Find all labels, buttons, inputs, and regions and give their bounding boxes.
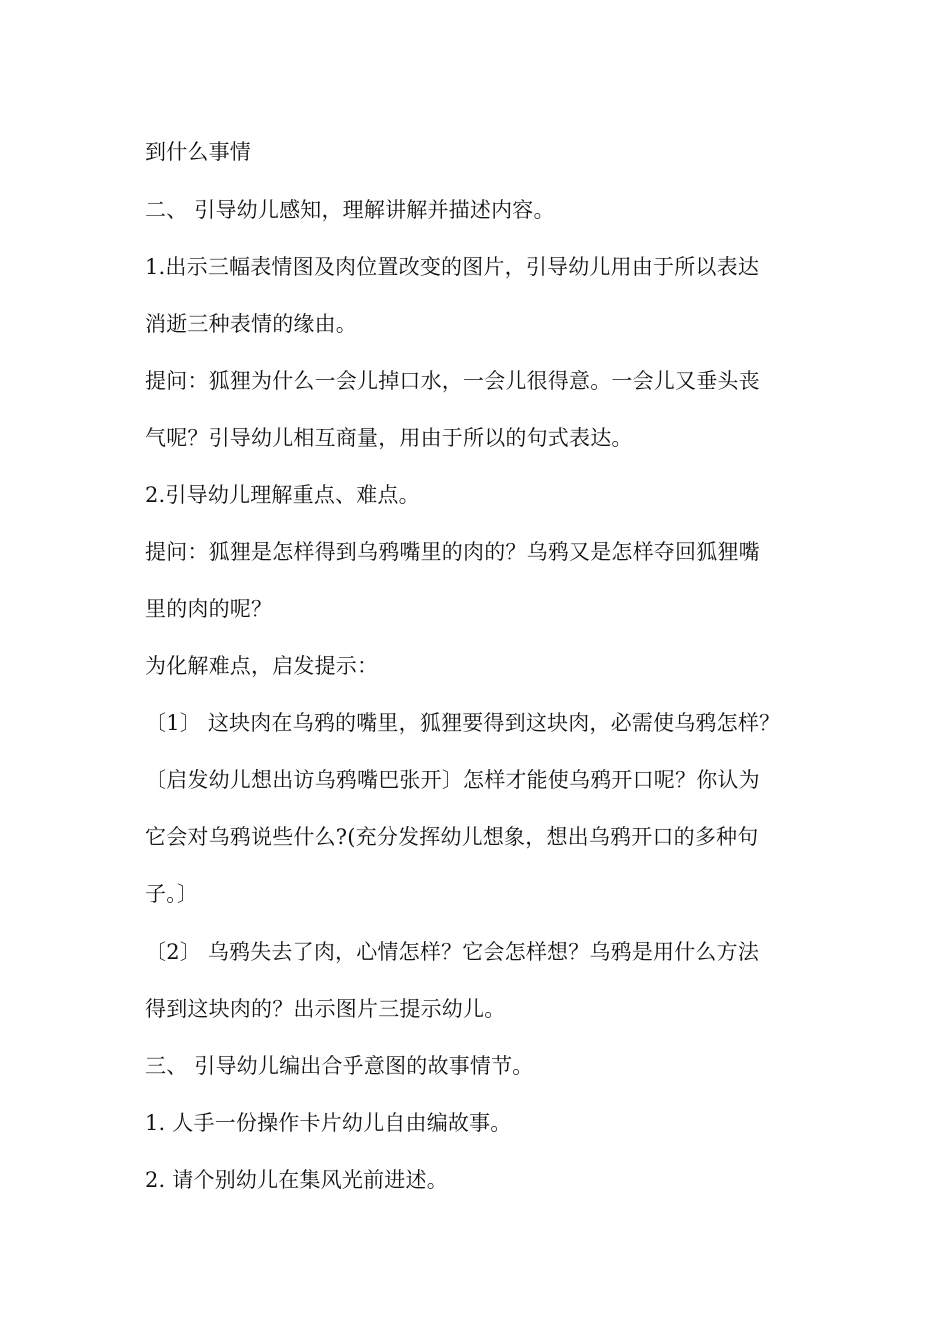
text-line: 〔2〕 乌鸦失去了肉，心情怎样？它会怎样想？乌鸦是用什么方法 (145, 940, 760, 964)
text-line: 里的肉的呢？ (145, 597, 273, 621)
text-line: 2. 请个别幼儿在集风光前进述。 (145, 1168, 448, 1192)
section-heading: 三、 引导幼儿编出合乎意图的故事情节。 (145, 1054, 534, 1078)
text-line: 2.引导幼儿理解重点、难点。 (145, 483, 420, 507)
text-line: 1.出示三幅表情图及肉位置改变的图片，引导幼儿用由于所以表达 (145, 255, 760, 279)
text-line: 它会对乌鸦说些什么?(充分发挥幼儿想象，想出乌鸦开口的多种句 (145, 825, 759, 849)
text-line: 提问：狐狸为什么一会儿掉口水，一会儿很得意。一会儿又垂头丧 (145, 369, 760, 393)
text-line: 气呢？引导幼儿相互商量，用由于所以的句式表达。 (145, 426, 633, 450)
text-line: 1. 人手一份操作卡片幼儿自由编故事。 (145, 1111, 512, 1135)
text-line: 得到这块肉的？出示图片三提示幼儿。 (145, 997, 506, 1021)
text-line: 为化解难点，启发提示： (145, 654, 379, 678)
text-line: 子。〕 (145, 882, 199, 906)
section-heading: 二、 引导幼儿感知，理解讲解并描述内容。 (145, 198, 555, 222)
text-line: 提问：狐狸是怎样得到乌鸦嘴里的肉的？乌鸦又是怎样夺回狐狸嘴 (145, 540, 760, 564)
text-line: 〔1〕 这块肉在乌鸦的嘴里，狐狸要得到这块肉，必需使乌鸦怎样？ (145, 711, 781, 735)
text-line: 到什么事情 (145, 140, 251, 164)
text-line: 消逝三种表情的缘由。 (145, 312, 357, 336)
text-line: 〔启发幼儿想出访乌鸦嘴巴张开〕怎样才能使乌鸦开口呢？你认为 (145, 768, 760, 792)
